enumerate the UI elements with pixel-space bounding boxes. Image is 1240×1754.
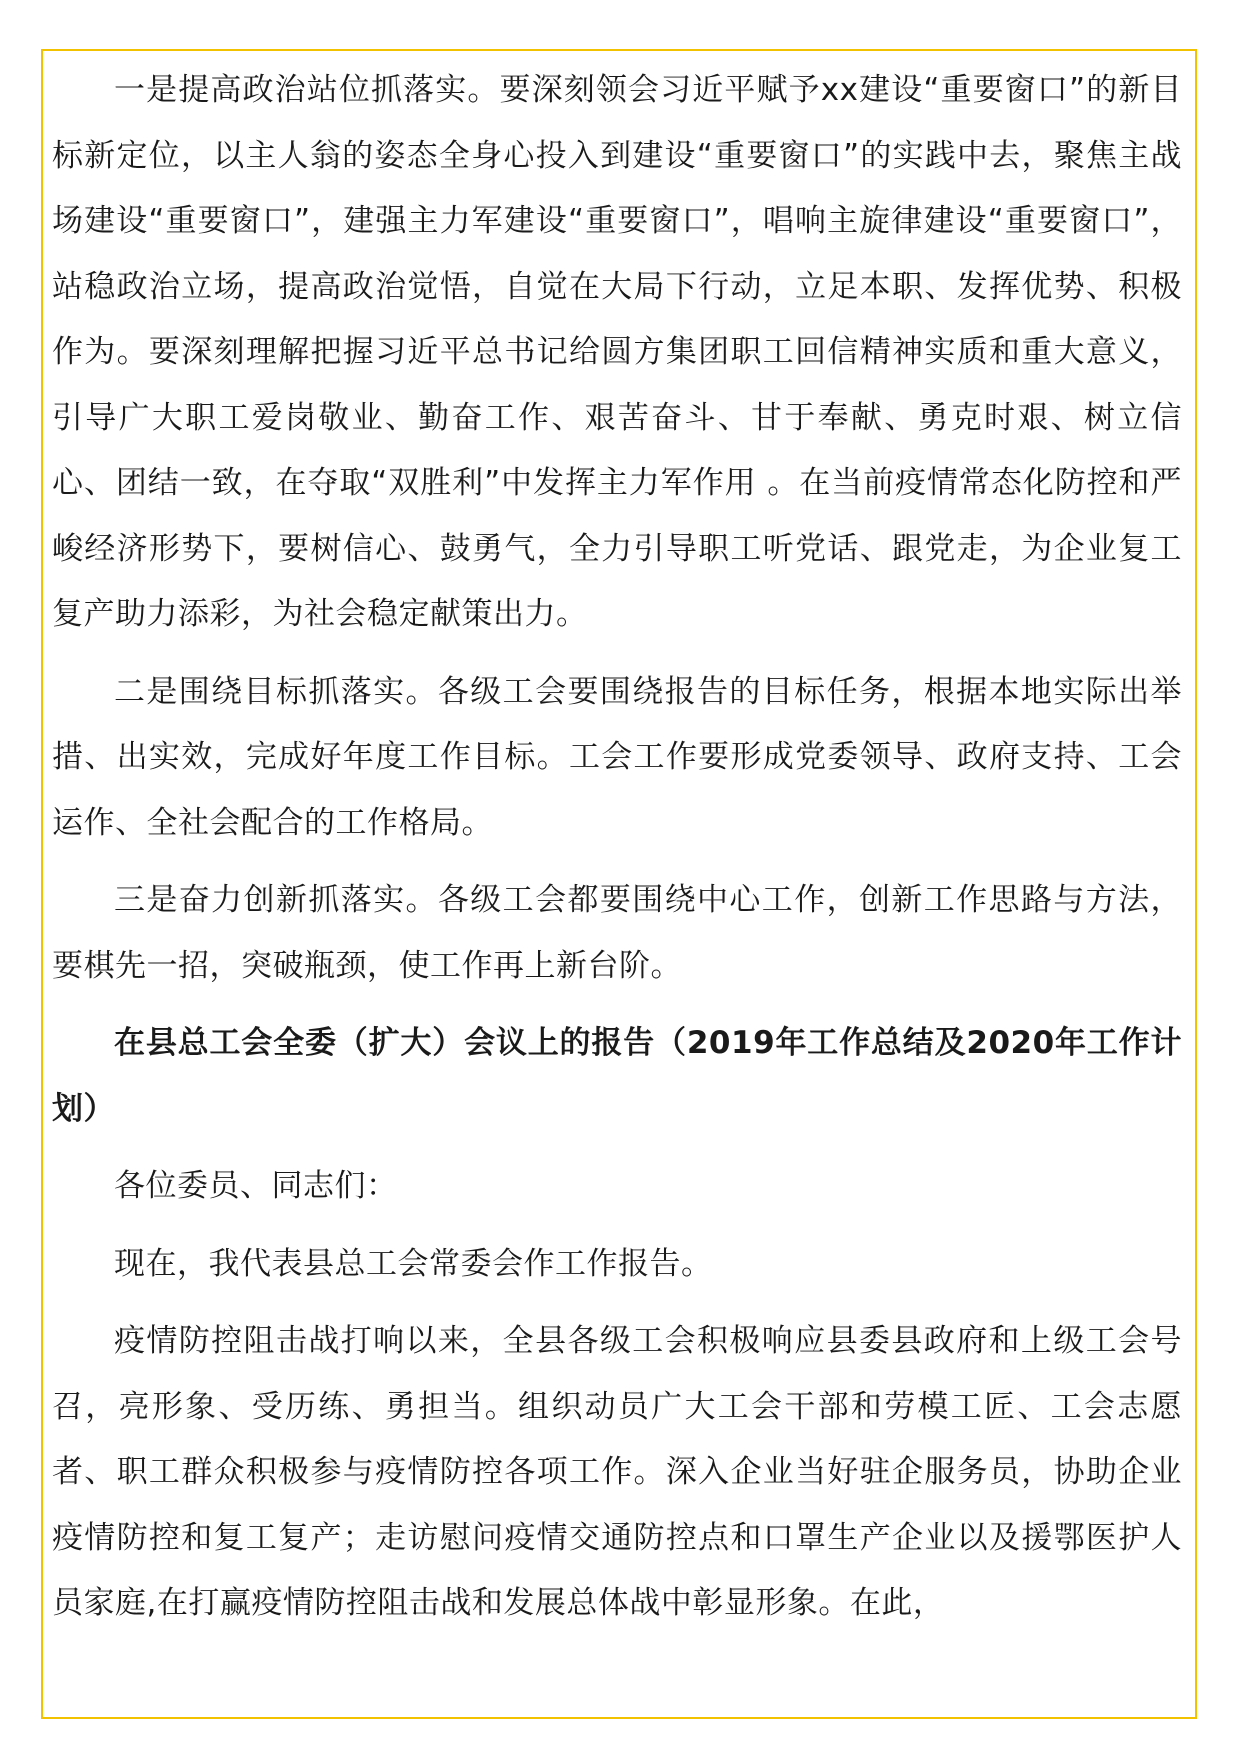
document-body [52,58,1182,1637]
paragraph-salutation: 各位委员、同志们： [114,1168,398,1204]
paragraph-goals: 二是围绕目标抓落实。各级工会要围绕报告的目标任务，根据本地实际出举措、出实效，完成好年度工作目标。工会工作要形成党委领导、政府支持、工会运作、全社会配合的工作格局。 [52,673,1182,841]
paragraph-intro: 现在，我代表县总工会常委会作工作报告。 [114,1245,713,1282]
paragraph-innovation: 三是奋力创新抓落实。各级工会都要围绕中心工作，创新工作思路与方法，要棋先一招，突破瓶颈，使工作再上新台阶。 [52,882,1182,984]
report-title: 在县总工会全委（扩大）会议上的报告（2019年工作总结及2020年工作计划） [52,1025,1182,1127]
paragraph-political-stance: 一是提高政治站位抓落实。要深刻领会习近平赋予xx建设“重要窗口”的新目标新定位，以主人翁的姿态全身心投入到建设“重要窗口”的实践中去，聚焦主战场建设“重要窗口”，建强主力军建设“重要窗口”，唱响主旋律建设“重要窗口”，站稳政治立场，提高政治觉悟，自觉在大局下行动，立足本职、发挥优势、积极作为。要深刻理解把握习近平总书记给圆方集团职工回信精神实质和重大意义，引导广大职工爱岗敬业、勤奋工作、艰苦奋斗、甘于奉献、勇克时艰、树立信心、团结一致，在夺取“双胜利”中发挥主力军作用 。在当前疫情常态化防控和严峻经济形势下，要树信心、鼓勇气，全力引导职工听党话、跟党走，为企业复工复产助力添彩，为社会稳定献策出力。 [52,72,1182,632]
paragraph-epidemic: 疫情防控阻击战打响以来，全县各级工会积极响应县委县政府和上级工会号召，亮形象、受历练、勇担当。组织动员广大工会干部和劳模工匠、工会志愿者、职工群众积极参与疫情防控各项工作。深入企业当好驻企服务员，协助企业疫情防控和复工复产；走访慰问疫情交通防控点和口罩生产企业以及援鄂医护人员家庭,在打赢疫情防控阻击战和发展总体战中彰显形象。在此， [52,1323,1182,1621]
